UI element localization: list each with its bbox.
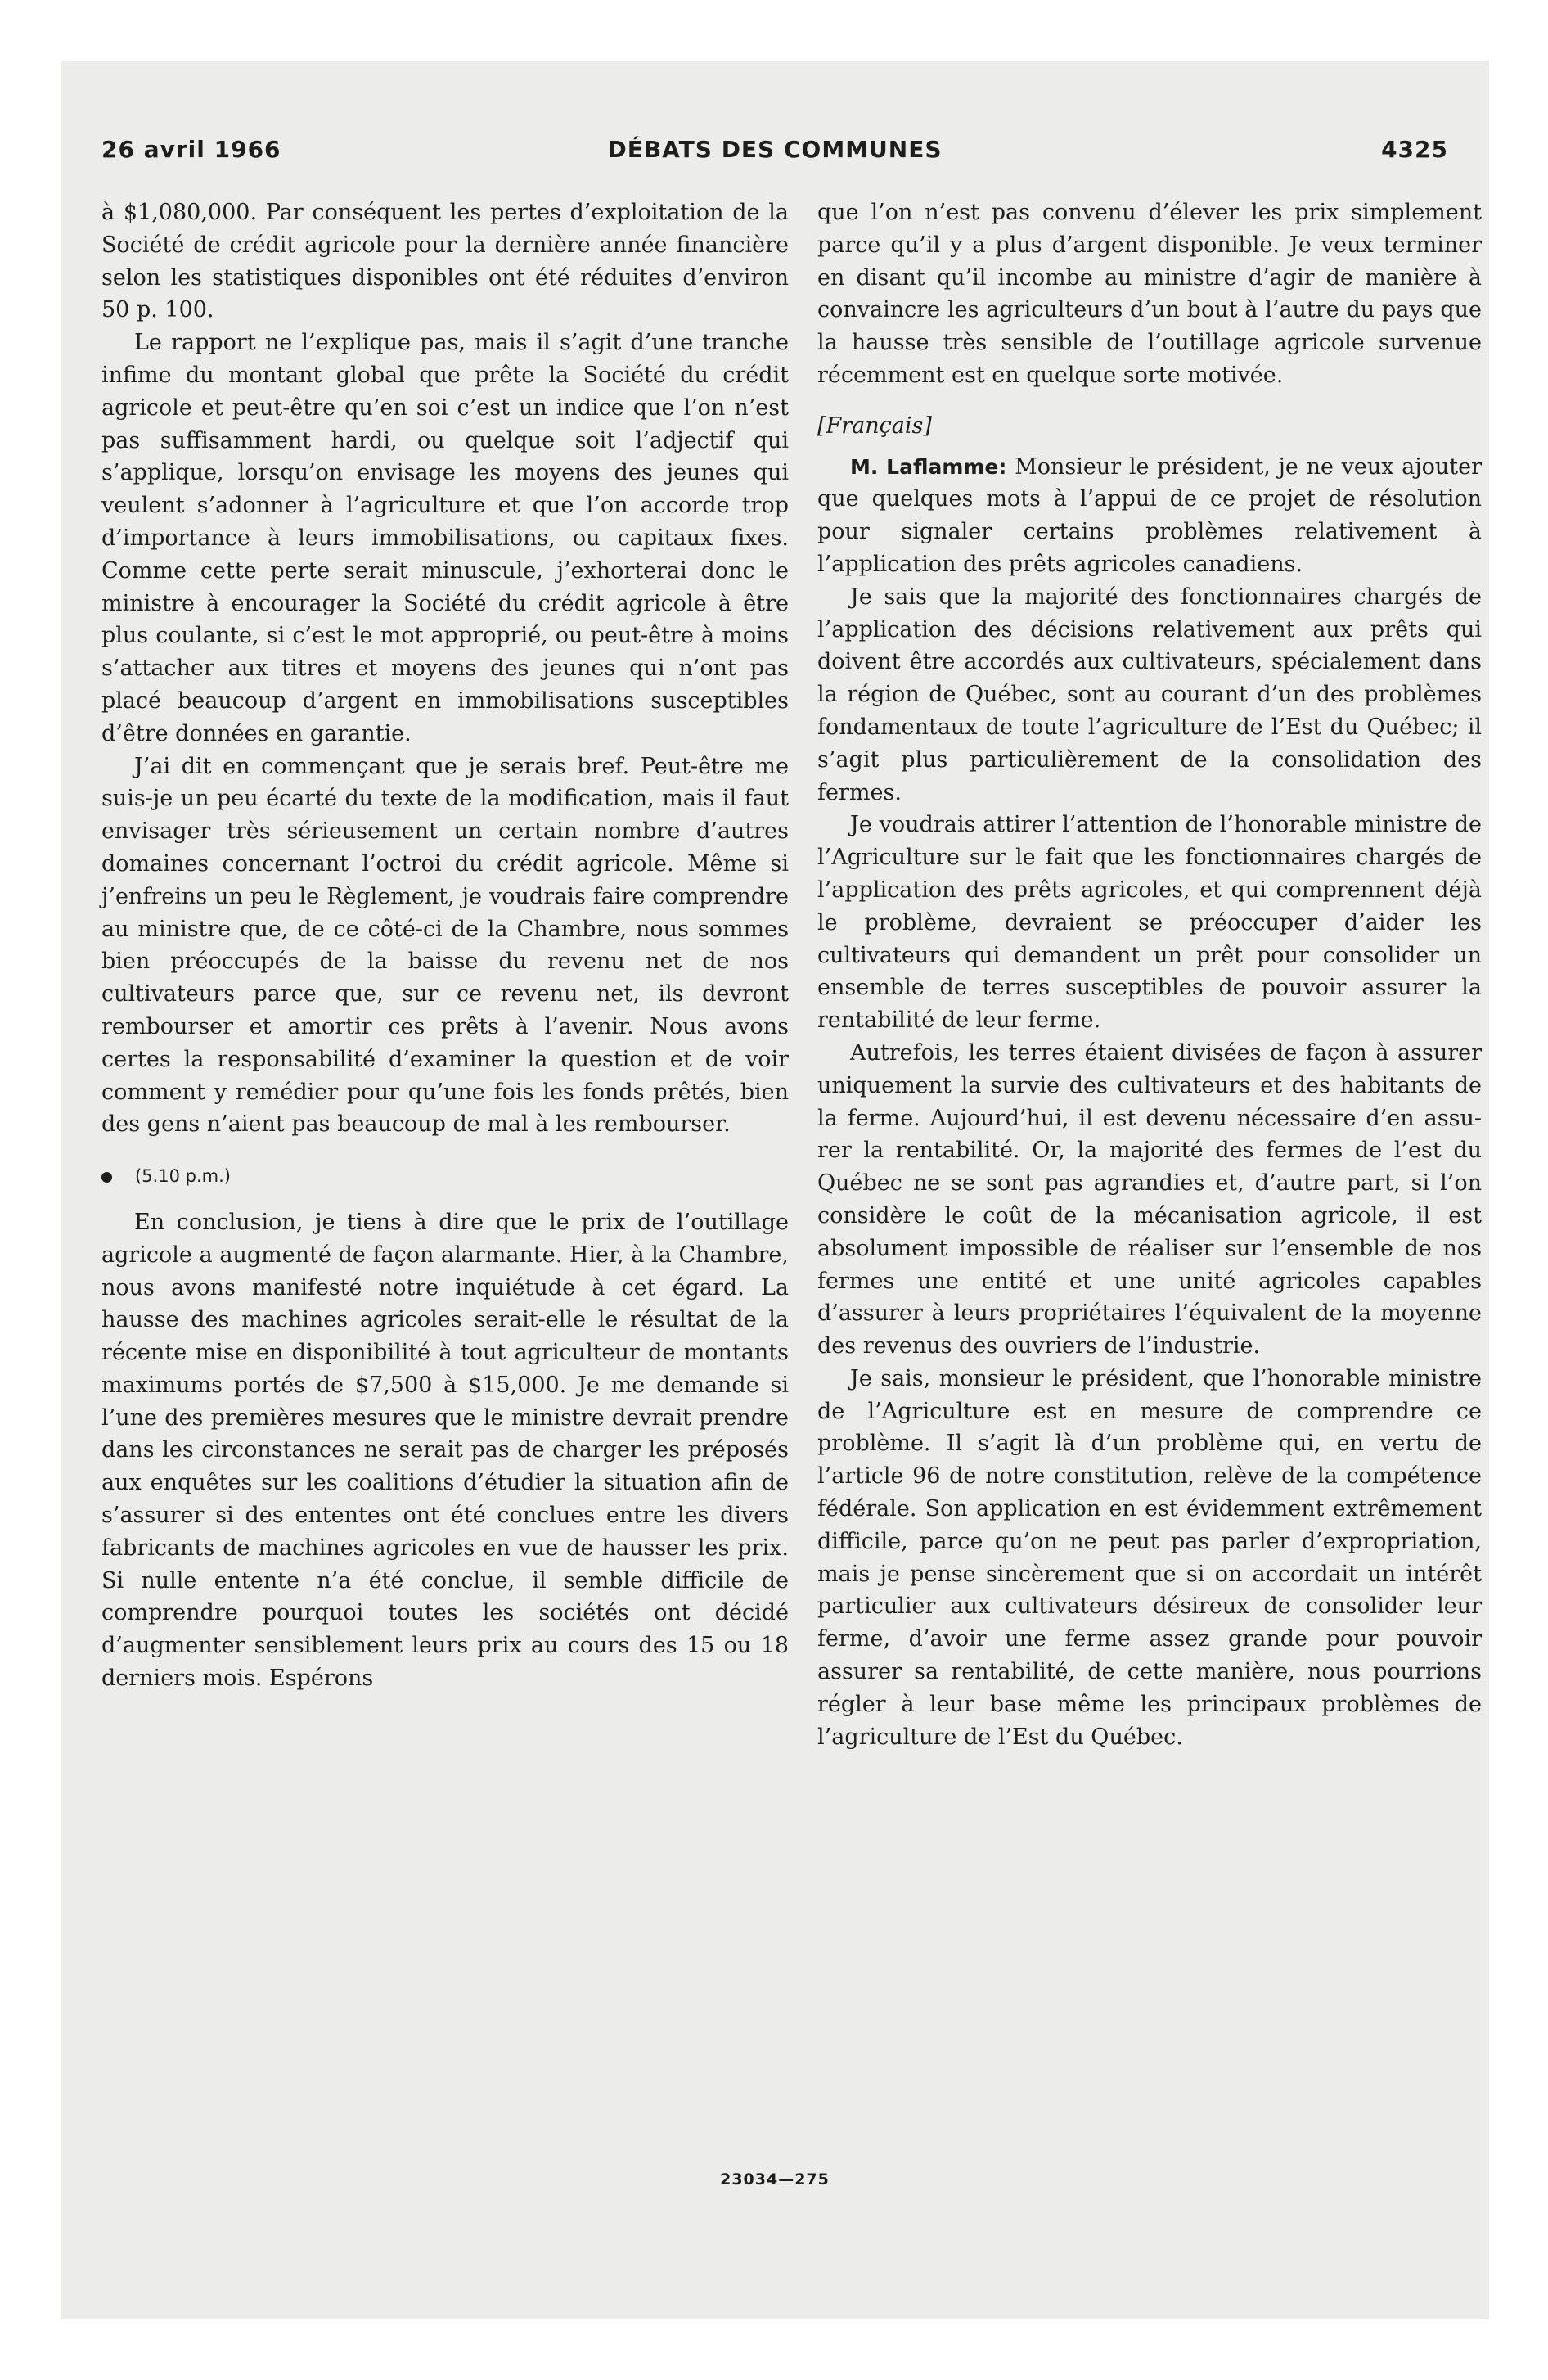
right-paragraph-2 xyxy=(817,451,1482,581)
scanned-page xyxy=(61,61,1489,2319)
header-page-number: 4325 xyxy=(1381,136,1448,163)
right-paragraph-5: Autrefois, les terres étaient divisées de façon à assurer uniquement la survie des cultivateurs et des habitants de la ferme. Aujourd’hui, il est devenu nécessaire d’en assurer la rentabilité. Or, la majorité des fermes de l’est du Québec ne se sont pas agrandies et, d’autre part, si l’on considère le coût de la mécanisation agricole, il est absolument impossible de réaliser sur l’ensemble de nos fermes une entité et une unité agricoles capables d’assurer à leurs propriétaires l’équivalent de la moyenne des revenus des ouvriers de l’industrie. xyxy=(817,1039,1482,1359)
speaker-name: M. Laflamme: xyxy=(850,454,1007,479)
page-footer-code: 23034—275 xyxy=(720,2170,830,2188)
time-marker-text: (5.10 p.m.) xyxy=(135,1166,231,1187)
right-paragraph-4: Je voudrais attirer l’attention de l’honorable ministre de l’Agriculture sur le fait que les fonctionnaires chargés de l’application des prêts agricoles, et qui comprennent déjà le problème, devraient se préoccuper d’aider les cultivateurs qui demandent un prêt pour consolider un ensemble de terres susceptibles de pouvoir assurer la rentabilité de leur ferme. xyxy=(817,812,1482,1034)
header-title: DÉBATS DES COMMUNES xyxy=(607,136,943,163)
header-date: 26 avril 1966 xyxy=(101,136,281,163)
right-paragraph-6: Je sais, monsieur le président, que l’honorable ministre de l’Agriculture est en mesure de comprendre ce problème. Il s’agit là d’un problème qui, en vertu de l’article 96 de notre constitution, relève de la compétence fédérale. Son application en est évidemment extrêmement difficile, parce qu’on ne peut pas parler d’expropriation, mais je pense sincèrement que si on accordait un intérêt particulier aux cultivateurs désireux de consolider leur ferme, d’avoir une ferme assez grande pour pouvoir assurer sa rentabilité, de cette manière, nous pourrions régler à leur base même les principaux problèmes de l’agriculture de l’Est du Québec. xyxy=(817,1365,1482,1750)
right-paragraph-3: Je sais que la majorité des fonctionnaires chargés de l’application des décisions relativement aux prêts qui doivent être accordés aux cultivateurs, spécialement dans la région de Québec, sont au courant d’un des problèmes fondamentaux de toute l’agriculture de l’Est du Québec; il s’agit plus particulièrement de la consolidation des fermes. xyxy=(817,584,1482,805)
left-paragraph-3: J’ai dit en commençant que je serais bref. Peut-être me suis-je un peu écarté du texte de la modification, mais il faut envisager très sérieusement un certain nombre d’autres domaines concernant l’octroi du crédit agricole. Même si j’enfreins un peu le Règlement, je voudrais faire comprendre au ministre que, de ce côté-ci de la Chambre, nous sommes bien préoccupés de la baisse du revenu net de nos cultivateurs parce que, sur ce revenu net, ils devront rembourser et amortir ces prêts à l’avenir. Nous avons certes la responsabilité d’examiner la question et de voir comment y remédier pour qu’une fois les fonds prêtés, bien des gens n’aient pas beaucoup de mal à les rembourser. xyxy=(101,753,789,1138)
left-column xyxy=(101,196,789,1695)
speaker-remarks: Monsieur le président, je ne veux ajouter que quelques mots à l’appui de ce projet de résolution pour signaler certains problèmes relativement à l’application des prêts agricoles canadiens. xyxy=(817,453,1482,577)
page-header xyxy=(101,136,1448,175)
left-paragraph-4: En conclusion, je tiens à dire que le prix de l’outillage agricole a augmenté de façon alarmante. Hier, à la Chambre, nous avons manifesté notre inquiétude à cet égard. La hausse des machines agricoles serait-elle le résultat de la récente mise en disponibilité à tout agriculteur de montants maximums portés de $7,500 à $15,000. Je me demande si l’une des premières mesures que le ministre devrait prendre dans les circonstances ne serait pas de charger les préposés aux enquêtes sur les coalitions d’étudier la situation afin de s’assurer si des ententes ont été conclues entre les divers fabricants de machines agricoles en vue de hausser les prix. Si nulle entente n’a été conclue, il semble difficile de comprendre pourquoi toutes les sociétés ont décidé d’augmenter sensiblement leurs prix au cours des 15 ou 18 derniers mois. Espérons xyxy=(101,1209,789,1692)
right-paragraph-1: que l’on n’est pas convenu d’élever les prix simplement parce qu’il y a plus d’argent disponible. Je veux terminer en disant qu’il incombe au ministre d’agir de manière à convaincre les agriculteurs d’un bout à l’autre du pays que la hausse très sensible de l’outillage agricole survenue récemment est en quelque sorte motivée. xyxy=(817,200,1482,388)
bullet-dot-icon xyxy=(101,1172,112,1183)
left-paragraph-2: Le rapport ne l’explique pas, mais il s’agit d’une tranche infime du montant global que prête la Société du crédit agricole et peut-être qu’en soi c’est un indice que l’on n’est pas suffisamment hardi, ou quelque soit l’adjectif qui s’applique, lorsqu’on envisage les moyens des jeunes qui veulent s’adonner à l’agriculture et que l’on accorde trop d’importance à leurs immobilisations, ou capitaux fixes. Comme cette perte serait minuscule, j’exhorterai donc le ministre à encourager la Société du crédit agricole à être plus coulante, si c’est le mot approprié, ou peut-être à moins s’attacher aux titres et moyens des jeunes qui n’ont pas placé beaucoup d’argent en immobilisations susceptibles d’être données en garantie. xyxy=(101,330,789,746)
left-paragraph-1: à $1,080,000. Par conséquent les pertes d’exploitation de la Société de crédit agricole pour la dernière année financière selon les statistiques disponibles ont été réduites d’environ 50 p. 100. xyxy=(101,200,789,323)
right-column xyxy=(817,196,1482,1753)
language-tag: [Français] xyxy=(817,412,932,439)
time-marker xyxy=(101,1161,789,1193)
